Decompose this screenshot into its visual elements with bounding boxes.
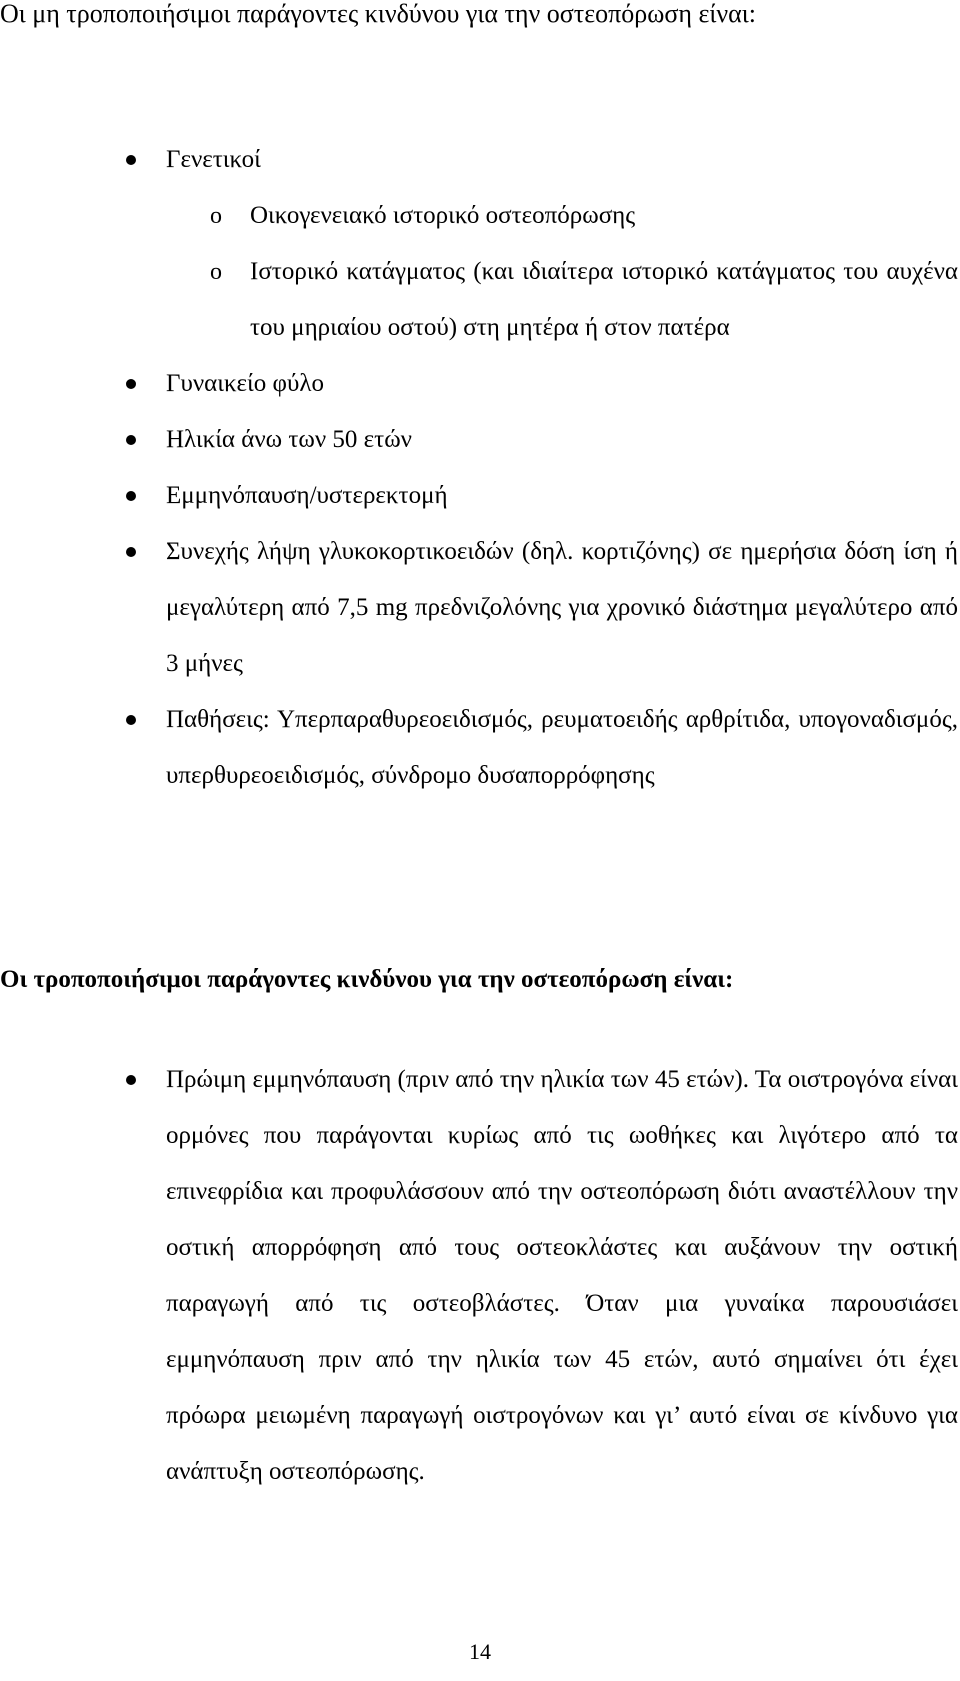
list-item-text: Συνεχής λήψη γλυκοκορτικοειδών (δηλ. κορτιζόνης) σε ημερήσια δόση ίση ή μεγαλύτερη από 7,5 mg πρεδνιζολόνης για χρονικό διάστημα μεγαλύτερο από 3 μήνες xyxy=(166,538,958,677)
list-item xyxy=(0,412,958,468)
list-item xyxy=(0,468,958,524)
bullet-icon xyxy=(126,155,136,165)
list-item-text: Πρώιμη εμμηνόπαυση (πριν από την ηλικία των 45 ετών). Τα οιστρογόνα είναι ορμόνες που παράγονται κυρίως από τις ωοθήκες και λιγότερο από τα επινεφρίδια και προφυλάσσουν από την οστεοπόρωση διότι αναστέλλουν την οστική απορρόφηση από τους οστεοκλάστες και αυξάνουν την οστική παραγωγή από τις οστεοβλάστες. Όταν μια γυναίκα παρουσιάσει εμμηνόπαυση πριν από την ηλικία των 45 ετών, αυτό σημαίνει ότι έχει πρόωρα μειωμένη παραγωγή οιστρογόνων και γι’ αυτό είναι σε κίνδυνο για ανάπτυξη οστεοπόρωσης. xyxy=(166,1066,958,1485)
list-item-text: Ηλικία άνω των 50 ετών xyxy=(166,426,412,453)
bullet-list-non-modifiable xyxy=(0,132,958,804)
sub-list xyxy=(166,188,958,356)
list-item-text: Εμμηνόπαυση/υστερεκτομή xyxy=(166,482,448,509)
sub-list-item-text: Οικογενειακό ιστορικό οστεοπόρωσης xyxy=(250,202,636,229)
bullet-icon xyxy=(126,491,136,501)
bullet-icon xyxy=(126,379,136,389)
list-item-text: Παθήσεις: Υπερπαραθυρεοειδισμός, ρευματοειδής αρθρίτιδα, υπογοναδισμός, υπερθυρεοειδισμός, σύνδρομο δυσαπορρόφησης xyxy=(166,706,958,789)
list-item xyxy=(0,132,958,356)
circle-bullet-icon: o xyxy=(210,259,222,285)
list-item xyxy=(0,1052,958,1500)
list-item-text: Γυναικείο φύλο xyxy=(166,370,324,397)
sub-list-item xyxy=(166,244,958,356)
sub-list-item-text: Ιστορικό κατάγματος (και ιδιαίτερα ιστορικό κατάγματος του αυχένα του μηριαίου οστού) στη μητέρα ή στον πατέρα xyxy=(250,258,958,341)
bullet-icon xyxy=(126,715,136,725)
circle-bullet-icon: o xyxy=(210,203,222,229)
page-number: 14 xyxy=(469,1639,491,1664)
list-item-text: Γενετικοί xyxy=(166,146,261,173)
bullet-icon xyxy=(126,547,136,557)
section-heading-non-modifiable: Οι μη τροποποιήσιμοι παράγοντες κινδύνου για την οστεοπόρωση είναι: xyxy=(0,0,757,28)
list-item xyxy=(0,356,958,412)
bullet-icon xyxy=(126,435,136,445)
sub-list-item xyxy=(166,188,958,244)
list-item xyxy=(0,524,958,692)
bullet-icon xyxy=(126,1075,136,1085)
bullet-list-modifiable xyxy=(0,1052,958,1500)
list-item xyxy=(0,692,958,804)
section-heading-modifiable: Οι τροποποιήσιμοι παράγοντες κινδύνου για την οστεοπόρωση είναι: xyxy=(0,966,734,993)
